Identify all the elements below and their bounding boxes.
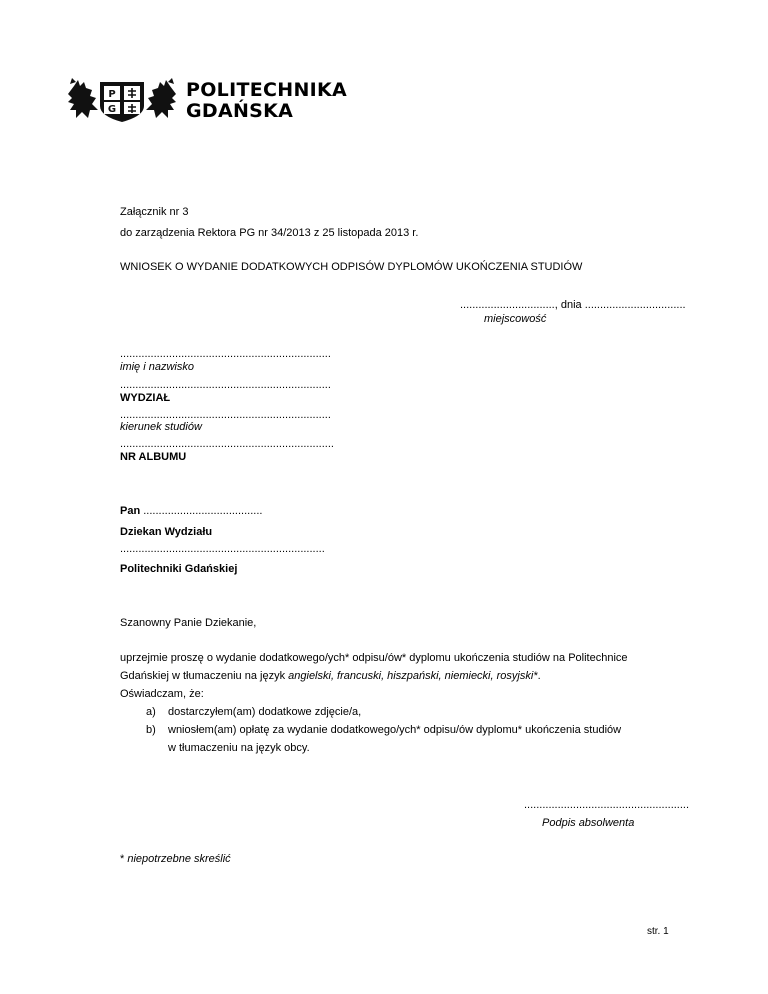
place-label: miejscowość: [484, 313, 547, 325]
paragraph-line-2: Gdańskiej w tłumaczeniu na język angielski, francuski, hiszpański, niemiecki, rosyjski*.: [120, 670, 541, 682]
form-title: WNIOSEK O WYDANIE DODATKOWYCH ODPISÓW DYPLOMÓW UKOŃCZENIA STUDIÓW: [120, 261, 583, 273]
list-item-a: dostarczyłem(am) dodatkowe zdjęcie/a,: [168, 706, 362, 718]
greeting: Szanowny Panie Dziekanie,: [120, 617, 257, 629]
dean-label: Dziekan Wydziału: [120, 526, 213, 538]
declaration-heading: Oświadczam, że:: [120, 688, 204, 700]
footnote: * niepotrzebne skreślić: [120, 853, 231, 865]
signature-label: Podpis absolwenta: [542, 817, 635, 829]
name-label: imię i nazwisko: [120, 361, 194, 373]
faculty-dots[interactable]: .....................................................................: [120, 379, 331, 391]
list-item-b-marker: b): [146, 724, 156, 736]
annex-line-1: Załącznik nr 3: [120, 206, 189, 218]
faculty-label: WYDZIAŁ: [120, 392, 171, 404]
languages: angielski, francuski, hiszpański, niemiecki, rosyjski*: [288, 670, 538, 682]
shield-icon: [100, 82, 144, 122]
list-item-a-marker: a): [146, 706, 156, 718]
course-label: kierunek studiów: [120, 421, 202, 433]
svg-text:G: G: [107, 104, 117, 115]
university-emblem-icon: [66, 76, 178, 124]
paragraph-line-1: uprzejmie proszę o wydanie dodatkowego/ych* odpisu/ów* dyplomu ukończenia studiów na Politechnice: [120, 652, 628, 664]
signature-dots[interactable]: ......................................................: [524, 799, 690, 811]
addressee-pan-line: [120, 505, 262, 517]
logo-line-gdanska: GDAŃSKA: [186, 100, 294, 122]
dean-dots[interactable]: ...................................................................: [120, 543, 325, 555]
right-griffin-icon: [146, 78, 176, 118]
name-dots[interactable]: .....................................................................: [120, 348, 331, 360]
pan-label: Pan: [120, 505, 141, 517]
university-name: Politechniki Gdańskiej: [120, 563, 238, 575]
list-item-b-continuation: w tłumaczeniu na język obcy.: [168, 742, 310, 754]
page-number: str. 1: [647, 926, 669, 937]
course-dots[interactable]: .....................................................................: [120, 409, 331, 421]
svg-text:P: P: [108, 89, 116, 100]
list-item-b: wniosłem(am) opłatę za wydanie dodatkowego/ych* odpisu/ów dyplomu* ukończenia studiów: [168, 724, 622, 736]
album-dots[interactable]: ......................................................................: [120, 438, 334, 450]
album-label: NR ALBUMU: [120, 451, 187, 463]
logo-line-politechnika: POLITECHNIKA: [186, 79, 348, 101]
left-griffin-icon: [68, 78, 98, 118]
annex-line-2: do zarządzenia Rektora PG nr 34/2013 z 25 listopada 2013 r.: [120, 227, 419, 239]
pan-dots[interactable]: .......................................: [143, 505, 263, 517]
place-date-line[interactable]: ..............................., dnia .................................: [460, 299, 686, 311]
